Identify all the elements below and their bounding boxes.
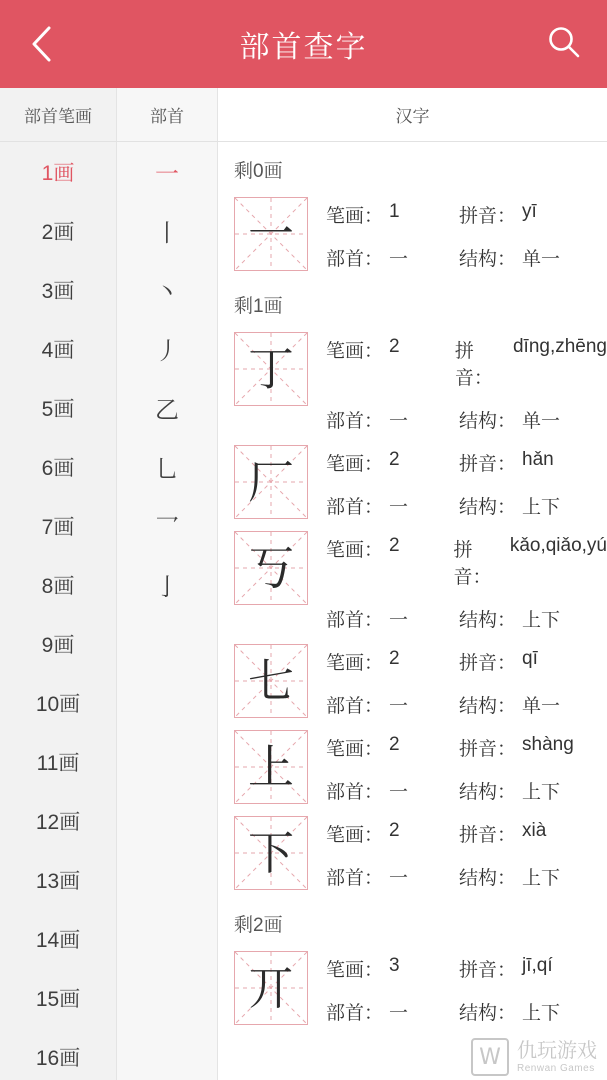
character-row[interactable] xyxy=(218,191,607,277)
structure-label: 结构： xyxy=(459,696,517,717)
radical-value: 一 xyxy=(389,610,409,631)
strokes-label: 笔画： xyxy=(326,653,384,674)
pinyin-field xyxy=(459,955,553,982)
stroke-count-item[interactable]: 10画 xyxy=(35,692,81,716)
pinyin-value: shàng xyxy=(522,734,574,755)
structure-field xyxy=(459,406,560,433)
character-info-line xyxy=(326,336,607,390)
strokes-field xyxy=(326,648,459,675)
radical-label: 部首： xyxy=(326,696,384,717)
strokes-field xyxy=(326,734,459,761)
character-row[interactable] xyxy=(218,810,607,896)
character-info-line xyxy=(326,863,607,890)
radical-value: 一 xyxy=(389,1003,409,1024)
character-info-line xyxy=(326,734,607,761)
strokes-field xyxy=(326,449,459,476)
structure-value: 单一 xyxy=(522,249,561,270)
character-grid-box xyxy=(234,644,308,718)
strokes-value: 2 xyxy=(389,648,400,669)
character-grid-box xyxy=(234,332,308,406)
structure-value: 上下 xyxy=(522,782,561,803)
character-info-line xyxy=(326,777,607,804)
structure-field xyxy=(459,863,560,890)
character-grid-box xyxy=(234,445,308,519)
structure-label: 结构： xyxy=(459,497,517,518)
pinyin-label: 拼音： xyxy=(459,739,517,760)
strokes-value: 2 xyxy=(389,336,400,357)
character-row[interactable] xyxy=(218,439,607,525)
character-glyph: 丂 xyxy=(248,541,294,595)
pinyin-field xyxy=(459,449,554,476)
radical-label: 部首： xyxy=(326,411,384,432)
tab-characters[interactable]: 汉字 xyxy=(218,88,607,141)
character-info-line xyxy=(326,648,607,675)
structure-field xyxy=(459,244,560,271)
stroke-count-item[interactable]: 12画 xyxy=(35,810,81,834)
character-glyph: 一 xyxy=(248,207,294,261)
structure-label: 结构： xyxy=(459,782,517,803)
tab-radical[interactable]: 部首 xyxy=(117,88,218,141)
pinyin-field xyxy=(459,820,546,847)
stroke-count-item[interactable]: 13画 xyxy=(35,869,81,893)
watermark-cn: 仇玩游戏 xyxy=(517,1039,597,1062)
radical-item[interactable]: 丨 xyxy=(155,219,179,247)
app-header xyxy=(0,0,607,88)
character-glyph: 七 xyxy=(248,654,294,708)
character-grid-box xyxy=(234,816,308,890)
character-row[interactable] xyxy=(218,724,607,810)
character-glyph: 厂 xyxy=(248,455,294,509)
search-button[interactable] xyxy=(537,0,591,88)
pinyin-label: 拼音： xyxy=(454,341,493,389)
radical-value: 一 xyxy=(389,411,409,432)
character-info-line xyxy=(326,244,607,271)
radical-item[interactable]: 一 xyxy=(155,160,179,188)
character-info-line xyxy=(326,691,607,718)
stroke-count-item[interactable]: 7画 xyxy=(41,515,75,539)
strokes-label: 笔画： xyxy=(326,341,384,362)
stroke-count-item[interactable]: 11画 xyxy=(36,751,80,775)
pinyin-label: 拼音： xyxy=(459,206,517,227)
strokes-field xyxy=(326,820,459,847)
content-area xyxy=(0,142,607,1080)
back-button[interactable] xyxy=(14,0,68,88)
radical-field xyxy=(326,998,459,1025)
radical-value: 一 xyxy=(389,497,409,518)
character-info-line xyxy=(326,535,607,589)
character-group-title: 剩1画 xyxy=(234,296,283,317)
radical-label: 部首： xyxy=(326,497,384,518)
radical-value: 一 xyxy=(389,868,409,889)
strokes-label: 笔画： xyxy=(326,739,384,760)
radical-field xyxy=(326,492,459,519)
character-info-line xyxy=(326,449,607,476)
strokes-value: 2 xyxy=(389,535,400,556)
character-list[interactable] xyxy=(218,142,607,1080)
radical-field xyxy=(326,863,459,890)
strokes-field xyxy=(326,201,459,228)
structure-label: 结构： xyxy=(459,411,517,432)
structure-value: 上下 xyxy=(522,1003,561,1024)
character-info-line xyxy=(326,201,607,228)
stroke-count-item[interactable]: 16画 xyxy=(35,1046,81,1070)
strokes-value: 2 xyxy=(389,449,400,470)
pinyin-value: xià xyxy=(522,820,547,841)
character-info xyxy=(308,531,607,632)
structure-label: 结构： xyxy=(459,249,517,270)
stroke-count-list[interactable] xyxy=(0,142,117,1080)
pinyin-field xyxy=(459,734,574,761)
structure-field xyxy=(459,605,560,632)
pinyin-value: kǎo,qiǎo,yú xyxy=(509,535,607,556)
strokes-field xyxy=(326,336,455,390)
structure-value: 上下 xyxy=(522,868,561,889)
stroke-count-item[interactable]: 14画 xyxy=(35,928,81,952)
tab-radical-strokes[interactable]: 部首笔画 xyxy=(0,88,117,141)
search-icon xyxy=(546,24,582,65)
radical-label: 部首： xyxy=(326,1003,384,1024)
strokes-label: 笔画： xyxy=(326,825,384,846)
radical-item[interactable]: 乚 xyxy=(155,455,179,483)
radical-label: 部首： xyxy=(326,868,384,889)
character-glyph: 丌 xyxy=(248,961,294,1015)
pinyin-field xyxy=(453,535,607,589)
radical-field xyxy=(326,605,459,632)
stroke-count-item[interactable]: 5画 xyxy=(41,397,75,421)
radical-item[interactable]: 丿 xyxy=(155,337,179,365)
character-info xyxy=(308,730,607,804)
character-row[interactable] xyxy=(218,945,607,1031)
pinyin-value: hǎn xyxy=(522,449,554,470)
pinyin-value: qī xyxy=(522,648,538,669)
character-info xyxy=(308,197,607,271)
pinyin-value: jī,qí xyxy=(522,955,553,976)
stroke-count-item[interactable]: 15画 xyxy=(35,987,81,1011)
stroke-count-item[interactable]: 9画 xyxy=(41,633,75,657)
stroke-count-item[interactable]: 4画 xyxy=(41,338,75,362)
radical-item[interactable]: 乙 xyxy=(155,396,179,424)
character-glyph: 下 xyxy=(248,826,294,880)
radical-value: 一 xyxy=(389,696,409,717)
character-info-line xyxy=(326,820,607,847)
structure-field xyxy=(459,492,560,519)
structure-label: 结构： xyxy=(459,1003,517,1024)
character-grid-box xyxy=(234,197,308,271)
character-group-title: 剩0画 xyxy=(234,161,283,182)
structure-field xyxy=(459,691,560,718)
radical-list[interactable] xyxy=(117,142,218,1080)
strokes-label: 笔画： xyxy=(326,540,384,561)
character-grid-box xyxy=(234,951,308,1025)
stroke-count-item[interactable]: 6画 xyxy=(41,456,75,480)
structure-value: 单一 xyxy=(522,411,561,432)
character-info-line xyxy=(326,605,607,632)
radical-field xyxy=(326,777,459,804)
character-info xyxy=(308,951,607,1025)
stroke-count-item[interactable]: 8画 xyxy=(41,574,75,598)
character-grid-box xyxy=(234,531,308,605)
strokes-label: 笔画： xyxy=(326,960,384,981)
pinyin-label: 拼音： xyxy=(459,454,517,475)
radical-field xyxy=(326,691,459,718)
character-row[interactable] xyxy=(218,326,607,439)
radical-label: 部首： xyxy=(326,249,384,270)
radical-field xyxy=(326,244,459,271)
strokes-label: 笔画： xyxy=(326,206,384,227)
pinyin-label: 拼音： xyxy=(453,540,492,588)
stroke-count-item[interactable]: 3画 xyxy=(41,279,75,303)
stroke-count-item[interactable]: 1画 xyxy=(41,161,75,185)
structure-field xyxy=(459,998,560,1025)
tab-bar xyxy=(0,88,607,142)
character-row[interactable] xyxy=(218,638,607,724)
pinyin-value: yī xyxy=(522,201,537,222)
radical-item[interactable]: 丶 xyxy=(155,278,179,306)
structure-field xyxy=(459,777,560,804)
strokes-field xyxy=(326,955,459,982)
pinyin-label: 拼音： xyxy=(459,825,517,846)
watermark-logo-icon: W xyxy=(471,1038,509,1076)
pinyin-value: dīng,zhēng xyxy=(512,336,607,357)
pinyin-label: 拼音： xyxy=(459,653,517,674)
character-grid-box xyxy=(234,730,308,804)
structure-value: 上下 xyxy=(522,610,561,631)
strokes-value: 3 xyxy=(389,955,400,976)
pinyin-field xyxy=(459,201,537,228)
character-glyph: 丁 xyxy=(248,342,294,396)
structure-label: 结构： xyxy=(459,610,517,631)
radical-item[interactable]: 亅 xyxy=(155,573,179,601)
pinyin-field xyxy=(455,336,607,390)
character-info xyxy=(308,332,607,433)
pinyin-field xyxy=(459,648,538,675)
watermark-en: Renwan Games xyxy=(517,1062,595,1074)
radical-value: 一 xyxy=(389,782,409,803)
radical-value: 一 xyxy=(389,249,409,270)
character-info xyxy=(308,644,607,718)
structure-value: 单一 xyxy=(522,696,561,717)
character-group-title: 剩2画 xyxy=(234,915,283,936)
strokes-label: 笔画： xyxy=(326,454,384,475)
character-info xyxy=(308,445,607,519)
character-info-line xyxy=(326,955,607,982)
character-info-line xyxy=(326,406,607,433)
stroke-count-item[interactable]: 2画 xyxy=(41,220,75,244)
character-info xyxy=(308,816,607,890)
structure-value: 上下 xyxy=(522,497,561,518)
strokes-field xyxy=(326,535,453,589)
strokes-value: 2 xyxy=(389,820,400,841)
character-row[interactable] xyxy=(218,525,607,638)
character-info-line xyxy=(326,492,607,519)
radical-label: 部首： xyxy=(326,782,384,803)
character-glyph: 上 xyxy=(248,740,294,794)
radical-item[interactable]: 乛 xyxy=(155,514,179,542)
radical-field xyxy=(326,406,459,433)
structure-label: 结构： xyxy=(459,868,517,889)
strokes-value: 1 xyxy=(389,201,400,222)
character-info-line xyxy=(326,998,607,1025)
chevron-left-icon xyxy=(29,24,53,64)
page-title: 部首查字 xyxy=(239,31,368,64)
radical-label: 部首： xyxy=(326,610,384,631)
strokes-value: 2 xyxy=(389,734,400,755)
pinyin-label: 拼音： xyxy=(459,960,517,981)
